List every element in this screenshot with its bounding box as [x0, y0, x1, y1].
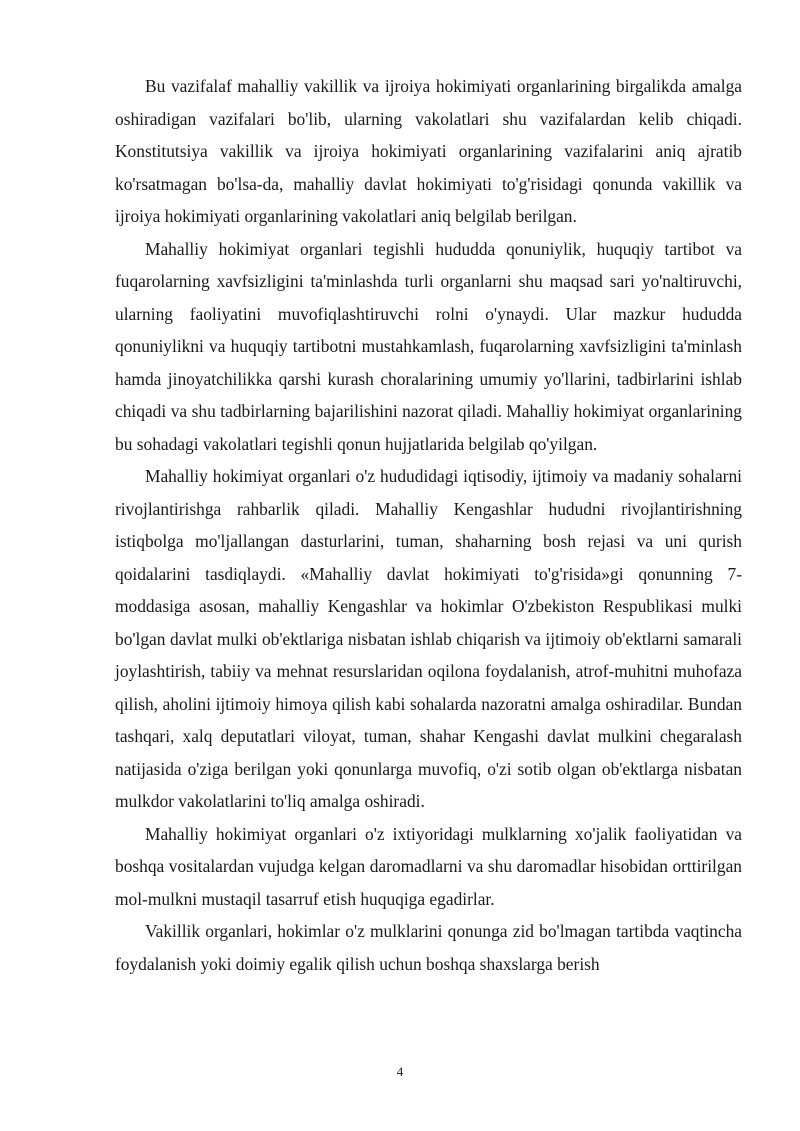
- document-body: [115, 70, 742, 980]
- paragraph-1: Bu vazifalaf mahalliy vakillik va ijroiya hokimiyati organlarining birgalikda amalga oshiradigan vazifalari bo'lib, ularning vakolatlari shu vazifalardan kelib chiqadi. Konstitutsiya vakillik va ijroiya hokimiyati organlarining vazifalarini aniq ajratib ko'rsatmagan bo'lsa-da, mahalliy davlat hokimiyati to'g'risidagi qonunda vakillik va ijroiya hokimiyati organlarining vakolatlari aniq belgilab berilgan.: [115, 76, 742, 226]
- paragraph-5: Vakillik organlari, hokimlar o'z mulklarini qonunga zid bo'lmagan tartibda vaqtincha foydalanish yoki doimiy egalik qilish uchun boshqa shaxslarga berish: [115, 921, 742, 974]
- page-number: 4: [396, 1064, 404, 1079]
- paragraph-2: Mahalliy hokimiyat organlari tegishli hududda qonuniylik, huquqiy tartibot va fuqarolarning xavfsizligini ta'minlashda turli organlarni shu maqsad sari yo'naltiruvchi, ularning faoliyatini muvofiqlashtiruvchi rolni o'ynaydi. Ular mazkur hududda qonuniylikni va huquqiy tartibotni mustahkamlash, fuqarolarning xavfsizligini ta'minlash hamda jinoyatchilikka qarshi kurash choralarining umumiy yo'llarini, tadbirlarini ishlab chiqadi va shu tadbirlarning bajarilishini nazorat qiladi. Mahalliy hokimiyat organlarining bu sohadagi vakolatlari tegishli qonun hujjatlarida belgilab qo'yilgan.: [115, 238, 742, 454]
- paragraph-3: Mahalliy hokimiyat organlari o'z hududidagi iqtisodiy, ijtimoiy va madaniy sohalarni rivojlantirishga rahbarlik qiladi. Mahalliy Kengashlar hududni rivojlantirishning istiqbolga mo'ljallangan dasturlarini, tuman, shaharning bosh rejasi va uni qurish qoidalarini tasdiqlaydi. «Mahalliy davlat hokimiyati to'g'risida»gi qonunning 7-moddasiga asosan, mahalliy Kengashlar va hokimlar O'zbekiston Respublikasi mulki bo'lgan davlat mulki ob'ektlariga nisbatan ishlab chiqarish va ijtimoiy ob'ektlarni samarali joylashtirish, tabiiy va mehnat resurslaridan oqilona foydalanish, atrof-muhitni muhofaza qilish, aholini ijtimoiy himoya qilish kabi sohalarda nazoratni amalga oshiradilar. Bundan tashqari, xalq deputatlari viloyat, tuman, shahar Kengashi davlat mulkini chegaralash natijasida o'ziga berilgan yoki qonunlarga muvofiq, o'zi sotib olgan ob'ektlarga nisbatan mulkdor vakolatlarini to'liq amalga oshiradi.: [115, 466, 742, 811]
- paragraph-4: Mahalliy hokimiyat organlari o'z ixtiyoridagi mulklarning xo'jalik faoliyatidan va boshqa vositalardan vujudga kelgan daromadlarni va shu daromadlar hisobidan orttirilgan mol-mulkni mustaqil tasarruf etish huquqiga egadirlar.: [115, 823, 742, 909]
